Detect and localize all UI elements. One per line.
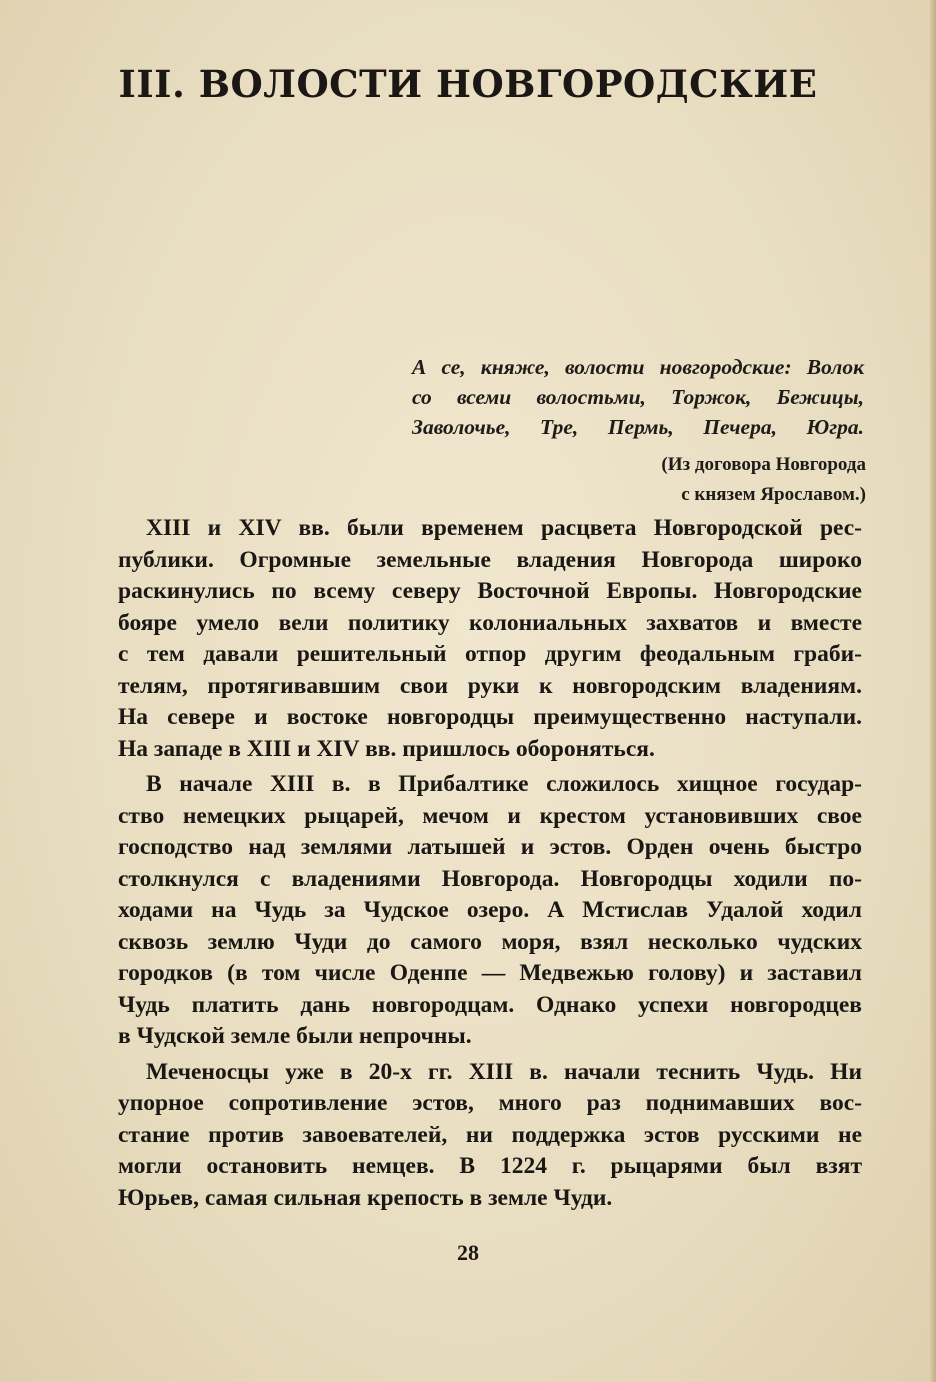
source-line: (Из договора Новгорода [661,454,866,475]
text-line: Меченосцы уже в 20-х гг. XIII в. начали теснить Чудь. Ни [146,1058,862,1085]
epigraph [412,352,864,442]
epigraph-line: Заволочье, Тре, Пермь, Печера, Югра. [412,415,864,439]
text-line: телям, протягивавшим свои руки к новгородским владениям. [118,672,862,699]
text-line: с тем давали решительный отпор другим феодальным граби- [118,641,862,667]
paragraph [118,513,862,765]
epigraph-line: со всеми волостьми, Торжок, Бежицы, [412,385,864,409]
paragraph [118,1057,862,1215]
epigraph-line: А се, княже, волости новгородские: Волок [412,355,864,379]
text-line: раскинулись по всему северу Восточной Европы. Новгородские [118,578,862,604]
body-text [118,513,862,1218]
text-line: ство немецких рыцарей, мечом и крестом установивших свое [118,802,862,829]
text-line: упорное сопротивление эстов, много раз поднимавших вос- [118,1090,862,1116]
text-line: могли остановить немцев. В 1224 г. рыцарями был взят [118,1153,862,1179]
text-line: публики. Огромные земельные владения Новгорода широко [118,546,862,573]
text-line: городков (в том числе Оденпе — Медвежью голову) и заставил [118,960,862,986]
text-line: На западе в XIII и XIV вв. пришлось обороняться. [118,735,655,762]
chapter-title: III. ВОЛОСТИ НОВГОРОДСКИЕ [118,62,818,106]
page-number: 28 [457,1240,479,1265]
text-line: Чудь платить дань новгородцам. Однако успехи новгородцев [118,991,862,1018]
text-line: На севере и востоке новгородцы преимущественно наступали. [118,704,862,730]
text-line: стание против завоевателей, ни поддержка эстов русскими не [118,1121,862,1148]
text-line: столкнулся с владениями Новгорода. Новгородцы ходили по- [118,865,862,892]
text-line: в Чудской земле были непрочны. [118,1023,472,1049]
page-edge [930,0,936,1382]
text-line: бояре умело вели политику колониальных захватов и вместе [118,609,862,636]
text-line: В начале XIII в. в Прибалтике сложилось хищное государ- [146,771,862,797]
text-line: XIII и XIV вв. были временем расцвета Новгородской рес- [146,515,862,541]
text-line: Юрьев, самая сильная крепость в земле Чуди. [118,1184,613,1211]
source-line: с князем Ярославом.) [681,484,866,505]
paragraph [118,769,862,1053]
text-line: сквозь землю Чуди до самого моря, взял несколько чудских [118,928,862,955]
text-line: ходами на Чудь за Чудское озеро. А Мстислав Удалой ходил [118,897,862,923]
text-line: господство над землями латышей и эстов. Орден очень быстро [118,834,862,860]
epigraph-source [596,450,866,510]
